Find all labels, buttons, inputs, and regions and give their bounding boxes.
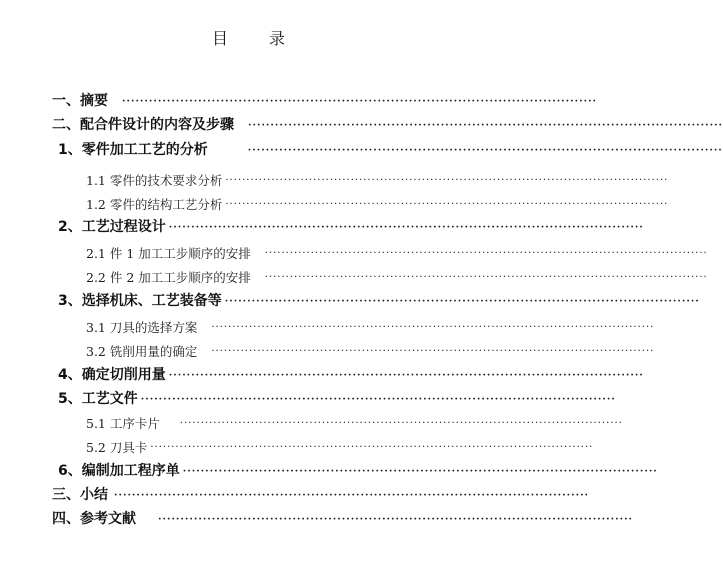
toc-entry-label: 1.2 零件的结构工艺分析 [86, 197, 223, 212]
toc-leader: ·········································································································· [158, 514, 634, 525]
toc-entry[interactable] [58, 388, 616, 408]
toc-leader: ·········································································································· [264, 248, 708, 259]
toc-leader: ·········································································································· [247, 145, 723, 156]
toc-entry-label: 1.1 零件的技术要求分析 [86, 173, 223, 188]
toc-leader: ·········································································································· [248, 120, 723, 131]
toc-entry[interactable] [86, 193, 669, 213]
toc-entry[interactable] [86, 169, 669, 189]
toc-entry[interactable] [58, 290, 700, 310]
toc-entry-label: 3.2 铣削用量的确定 [86, 344, 198, 359]
toc-leader: ·········································································································· [211, 322, 655, 333]
toc-entry-label: 5、工艺文件 [58, 391, 138, 407]
toc-entry[interactable] [86, 412, 623, 432]
toc-entry-label: 5.1 工序卡片 [86, 416, 160, 431]
toc-entry-label: 3、选择机床、工艺装备等 [58, 293, 222, 309]
toc-leader: ·········································································································· [224, 296, 700, 307]
toc-entry[interactable] [52, 90, 598, 110]
toc-entry[interactable] [86, 316, 655, 336]
toc-leader: ·········································································································· [179, 418, 623, 429]
toc-leader: ·········································································································· [182, 466, 658, 477]
toc-leader: ·········································································································· [122, 96, 598, 107]
toc-entry-label: 三、小结 [52, 487, 108, 503]
toc-entry-label: 2.1 件 1 加工工步顺序的安排 [86, 246, 251, 261]
toc-entry[interactable] [58, 364, 644, 384]
toc-entry[interactable] [52, 114, 723, 134]
toc-entry[interactable] [86, 242, 708, 262]
toc-entry[interactable] [58, 460, 658, 480]
toc-entry-label: 6、编制加工程序单 [58, 463, 180, 479]
toc-entry-label: 3.1 刀具的选择方案 [86, 320, 198, 335]
toc-leader: ·········································································································· [264, 272, 708, 283]
toc-leader: ·········································································································· [114, 490, 590, 501]
toc-entry-label: 2.2 件 2 加工工步顺序的安排 [86, 270, 251, 285]
toc-leader: ·········································································································· [225, 175, 669, 186]
toc-entry-label: 5.2 刀具卡 [86, 440, 148, 455]
toc-leader: ·········································································································· [211, 346, 655, 357]
toc-entry-label: 2、工艺过程设计 [58, 219, 166, 235]
toc-entry-label: 二、配合件设计的内容及步骤 [52, 117, 234, 133]
toc-entry[interactable] [52, 484, 590, 504]
toc-entry[interactable] [86, 436, 594, 456]
toc-entry-label: 四、参考文献 [52, 511, 136, 527]
toc-entry[interactable] [58, 216, 644, 236]
toc-entry[interactable] [86, 266, 708, 286]
toc-leader: ·········································································································· [168, 370, 644, 381]
toc-leader: ·········································································································· [225, 199, 669, 210]
toc-title: 目 录 [211, 29, 304, 48]
toc-entry-label: 4、确定切削用量 [58, 367, 166, 383]
toc-entry-label: 1、零件加工工艺的分析 [58, 142, 208, 158]
toc-entry[interactable] [52, 508, 634, 528]
toc-entry[interactable] [86, 340, 655, 360]
toc-entry-label: 一、摘要 [52, 93, 108, 109]
toc-leader: ·········································································································· [140, 394, 616, 405]
toc-leader: ·········································································································· [150, 442, 594, 453]
toc-leader: ·········································································································· [168, 222, 644, 233]
toc-entry[interactable] [58, 139, 723, 159]
